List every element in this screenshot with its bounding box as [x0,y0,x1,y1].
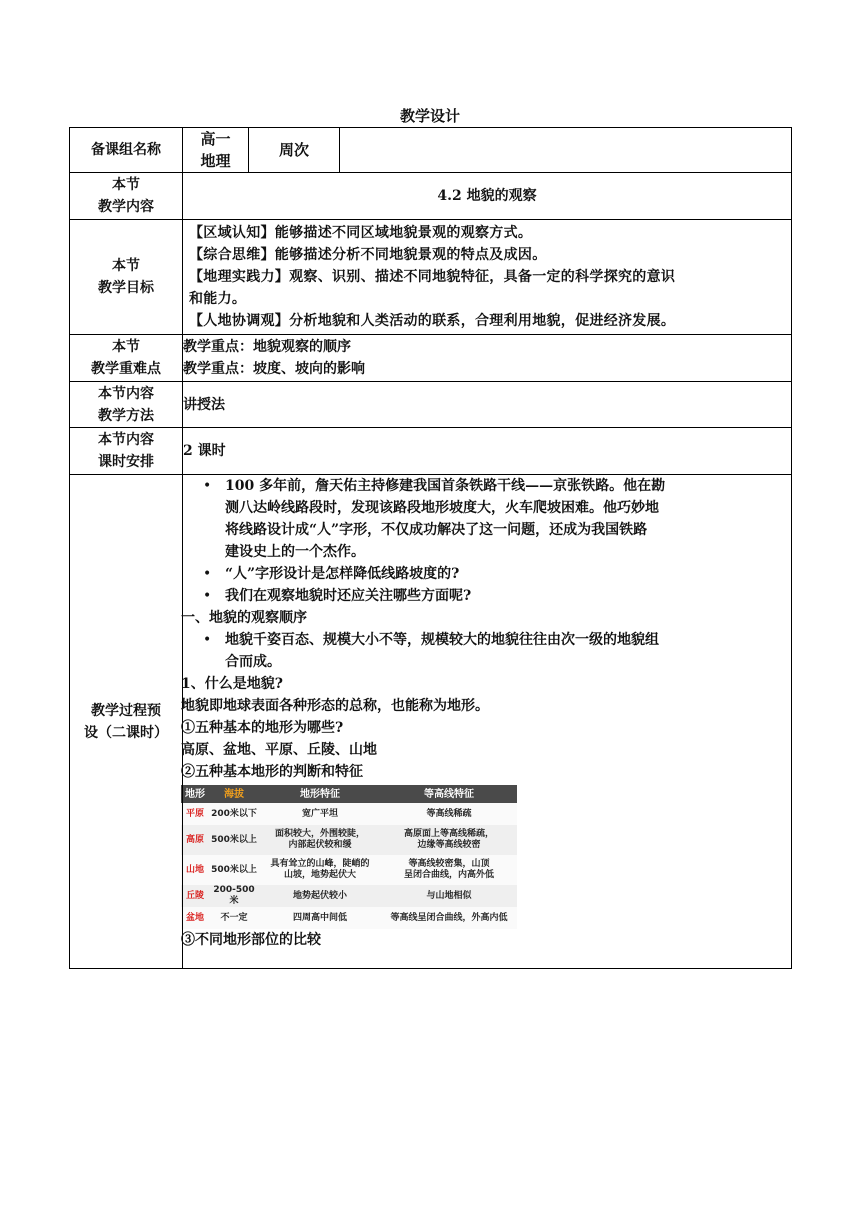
header-cell: 海拔 [209,785,259,803]
feature-cell: 具有耸立的山峰，陡峭的 山坡，地势起伏大 [259,855,381,885]
schedule-value: 2 课时 [183,428,792,475]
altitude-cell: 不一定 [209,907,259,929]
objectives-value [183,220,792,335]
question: ③不同地形部位的比较 [181,932,321,948]
landform-name: 盆地 [181,907,209,929]
objective-line: 【区域认知】能够描述不同区域地貌景观的观察方式。 [189,225,533,241]
feature-cell: 四周高中间低 [259,907,381,929]
content-row [70,173,792,220]
week-value [340,128,792,173]
landform-name: 丘陵 [181,885,209,907]
method-row [70,382,792,428]
landform-table [181,785,517,929]
landform-name: 平原 [181,803,209,825]
list-item: • 100 多年前，詹天佑主持修建我国首条铁路干线——京张铁路。他在勘 测八达岭线路段时，发现该路段地形坡度大，火车爬坡困难。他巧妙地 将线路设计成“人”字形，不仅成功解决了这一问题，还成为我国铁路 建设史上的一个杰作。 [183,475,791,563]
list-item: • 地貌千姿百态、规模大小不等，规模较大的地貌往往由次一级的地貌组 合而成。 [183,629,791,673]
bullet-icon: • [203,478,212,494]
answer: 地貌即地球表面各种形态的总称，也能称为地形。 [181,698,489,714]
method-label: 本节内容 教学方法 [70,382,183,428]
document-title: 教学设计 [399,107,460,125]
key-points-row [70,335,792,382]
lesson-plan-table [69,127,792,969]
section-heading: 一、地貌的观察顺序 [181,610,307,626]
bullet-icon: • [203,588,212,604]
key-points-value: 教学重点：地貌观察的顺序 教学重点：坡度、坡向的影响 [183,335,792,382]
objective-line: 【综合思维】能够描述分析不同地貌景观的特点及成因。 [189,247,547,263]
landform-name: 高原 [181,825,209,855]
header-cell: 等高线特征 [381,785,517,803]
contour-cell: 等高线稀疏 [381,803,517,825]
process-label: 教学过程预 设（二课时） [70,475,183,969]
process-content [183,475,792,969]
process-row [70,475,792,969]
schedule-row [70,428,792,475]
feature-cell: 面积较大，外围较陡， 内部起伏较和缓 [259,825,381,855]
contour-cell: 等高线较密集，山顶 呈闭合曲线，内高外低 [381,855,517,885]
key-points-label: 本节 教学重难点 [70,335,183,382]
altitude-cell: 200米以下 [209,803,259,825]
group-name-label: 备课组名称 [70,128,183,173]
question: ①五种基本的地形为哪些? [181,720,344,736]
objective-line: 【地理实践力】观察、识别、描述不同地貌特征，具备一定的科学探究的意识 [189,269,676,285]
feature-cell: 宽广平坦 [259,803,381,825]
question: 1、什么是地貌? [181,676,283,692]
altitude-cell: 500米以上 [209,855,259,885]
header-cell: 地形特征 [259,785,381,803]
objectives-label: 本节 教学目标 [70,220,183,335]
bullet-icon: • [203,632,212,648]
question: ②五种基本地形的判断和特征 [181,764,363,780]
answer: 高原、盆地、平原、丘陵、山地 [181,742,377,758]
objectives-row [70,220,792,335]
contour-cell: 高原面上等高线稀疏， 边缘等高线较密 [381,825,517,855]
table-row [181,825,517,855]
method-value: 讲授法 [183,382,792,428]
landform-name: 山地 [181,855,209,885]
table-row [181,907,517,929]
table-row [181,885,517,907]
altitude-cell: 200-500米 [209,885,259,907]
feature-cell: 地势起伏较小 [259,885,381,907]
list-item: • “人”字形设计是怎样降低线路坡度的? [183,563,791,585]
contour-cell: 等高线呈闭合曲线，外高内低 [381,907,517,929]
contour-cell: 与山地相似 [381,885,517,907]
header-row [70,128,792,173]
table-row [181,855,517,885]
altitude-cell: 500米以上 [209,825,259,855]
week-label: 周次 [249,128,340,173]
landform-table-header [181,785,517,803]
schedule-label: 本节内容 课时安排 [70,428,183,475]
list-item: • 我们在观察地貌时还应关注哪些方面呢? [183,585,791,607]
header-cell: 地形 [181,785,209,803]
content-value: 4.2 地貌的观察 [183,173,792,220]
bullet-icon: • [203,566,212,582]
objective-line: 和能力。 [189,291,247,307]
objective-line: 【人地协调观】分析地貌和人类活动的联系，合理利用地貌，促进经济发展。 [189,313,676,329]
content-label: 本节 教学内容 [70,173,183,220]
group-name-value: 高一 地理 [183,128,249,173]
table-row [181,803,517,825]
